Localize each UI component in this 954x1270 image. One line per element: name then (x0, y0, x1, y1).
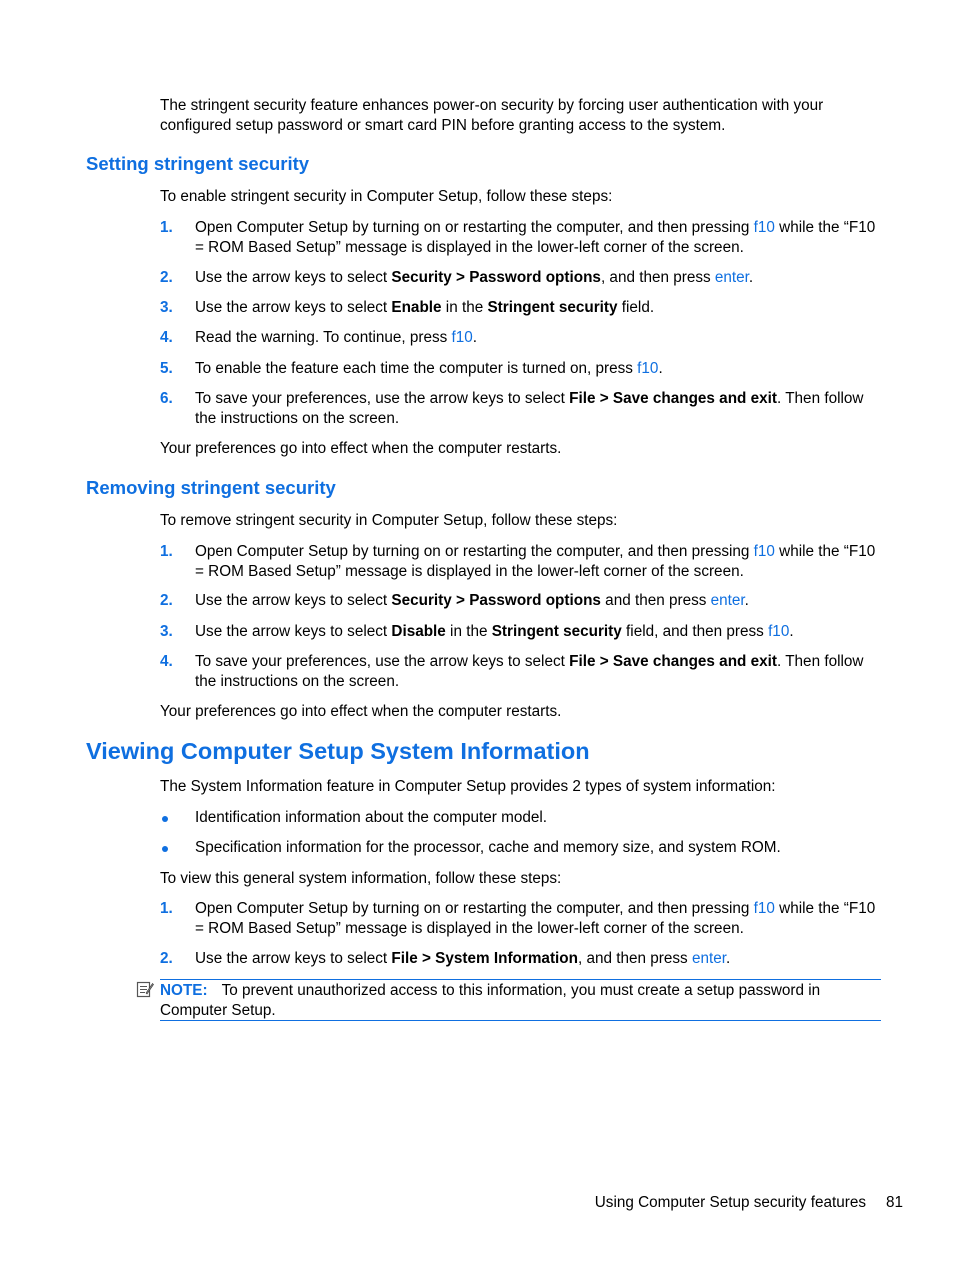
key-name: enter (714, 269, 749, 286)
text-run: To save your preferences, use the arrow keys to select (195, 653, 570, 670)
step-number: 6. (160, 390, 173, 407)
text-run: in the (445, 623, 492, 640)
footer-section-title: Using Computer Setup security features (594, 1194, 866, 1211)
bullet-text: Specification information for the processor, cache and memory size, and system ROM. (195, 839, 781, 856)
text-run: in the (441, 299, 488, 316)
step-text (195, 328, 885, 348)
text-run: To save your preferences, use the arrow keys to select (195, 390, 570, 407)
text-run: Open Computer Setup by turning on or restarting the computer, and then pressing (195, 219, 754, 236)
text-run: Use the arrow keys to select (195, 950, 392, 967)
text-run: . (472, 329, 478, 346)
text-run: . (658, 360, 663, 377)
step-number: 3. (160, 299, 173, 316)
step-text (195, 591, 885, 611)
text-run: while the “F10 = ROM Based Setup” message is displayed in the lower-left corner of the screen. (195, 543, 876, 580)
text-run: Use the arrow keys to select (195, 623, 392, 640)
note-label: NOTE: (160, 982, 208, 999)
heading-viewing-system-information: Viewing Computer Setup System Information (86, 738, 590, 764)
text-run: field, and then press (621, 623, 769, 640)
text-run: . (748, 269, 754, 286)
step-number: 2. (160, 592, 173, 609)
note-box (160, 979, 881, 1021)
text-run: and then press (600, 592, 711, 609)
step-number: 5. (160, 360, 173, 377)
key-name: f10 (637, 360, 659, 377)
bold-term: File > Save changes and exit (569, 390, 777, 407)
removing-lead: To remove stringent security in Computer Setup, follow these steps: (160, 512, 618, 529)
text-run: . (789, 623, 794, 640)
text-run: while the “F10 = ROM Based Setup” message is displayed in the lower-left corner of the screen. (195, 219, 876, 256)
bold-term: Stringent security (487, 299, 618, 316)
viewing-lead: The System Information feature in Computer Setup provides 2 types of system information: (160, 778, 776, 795)
text-run: Read the warning. To continue, press (195, 329, 452, 346)
text-run: field. (617, 299, 655, 316)
text-run: , and then press (600, 269, 715, 286)
text-run: Use the arrow keys to select (195, 592, 392, 609)
bold-term: Disable (391, 623, 446, 640)
step-number: 3. (160, 623, 173, 640)
key-name: f10 (753, 543, 775, 560)
key-name: f10 (451, 329, 473, 346)
setting-lead: To enable stringent security in Computer Setup, follow these steps: (160, 188, 613, 205)
step-text (195, 542, 885, 581)
note-content (160, 981, 881, 1020)
key-name: enter (710, 592, 745, 609)
heading-setting-stringent-security: Setting stringent security (86, 153, 310, 174)
bullet-dot-icon (162, 846, 168, 852)
step-number: 2. (160, 269, 173, 286)
bold-term: Stringent security (491, 623, 622, 640)
note-icon (136, 980, 154, 998)
bullet-text: Identification information about the computer model. (195, 809, 548, 826)
page-number: 81 (885, 1194, 903, 1211)
bold-term: File > Save changes and exit (569, 653, 777, 670)
bold-term: Enable (391, 299, 442, 316)
step-number: 1. (160, 900, 173, 917)
heading-removing-stringent-security: Removing stringent security (86, 477, 336, 498)
text-run: Open Computer Setup by turning on or restarting the computer, and then pressing (195, 543, 754, 560)
text-run: . (725, 950, 731, 967)
bold-term: Security > Password options (391, 592, 601, 609)
text-run: Use the arrow keys to select (195, 299, 392, 316)
key-name: enter (691, 950, 726, 967)
step-text (195, 389, 885, 428)
step-text (195, 652, 885, 691)
bold-term: Security > Password options (391, 269, 601, 286)
key-name: f10 (753, 219, 775, 236)
key-name: f10 (753, 900, 775, 917)
removing-closing: Your preferences go into effect when the computer restarts. (160, 703, 562, 720)
step-number: 1. (160, 219, 173, 236)
key-name: f10 (768, 623, 790, 640)
page-footer (595, 1193, 903, 1213)
bullet-dot-icon (162, 816, 168, 822)
text-run: Open Computer Setup by turning on or restarting the computer, and then pressing (195, 900, 754, 917)
step-number: 4. (160, 653, 173, 670)
bold-term: File > System Information (391, 950, 578, 967)
step-text (195, 359, 885, 379)
text-run: To enable the feature each time the computer is turned on, press (195, 360, 638, 377)
step-text (195, 949, 885, 969)
setting-closing: Your preferences go into effect when the computer restarts. (160, 440, 562, 457)
note-text: To prevent unauthorized access to this information, you must create a setup password in Computer Setup. (160, 982, 821, 1019)
text-run: Use the arrow keys to select (195, 269, 392, 286)
step-text (195, 268, 885, 288)
step-number: 2. (160, 950, 173, 967)
intro-paragraph: The stringent security feature enhances power-on security by forcing user authentication with your configured setup password or smart card PIN before granting access to the system. (160, 97, 824, 134)
text-run: . (744, 592, 749, 609)
viewing-lead2: To view this general system information, follow these steps: (160, 870, 562, 887)
step-text (195, 899, 885, 938)
step-number: 1. (160, 543, 173, 560)
text-run: , and then press (577, 950, 692, 967)
step-text (195, 298, 885, 318)
text-run: . Then follow the instructions on the screen. (195, 653, 864, 690)
step-number: 4. (160, 329, 173, 346)
step-text (195, 622, 885, 642)
text-run: . Then follow the instructions on the screen. (195, 390, 864, 427)
step-text (195, 218, 885, 257)
text-run: while the “F10 = ROM Based Setup” message is displayed in the lower-left corner of the screen. (195, 900, 876, 937)
